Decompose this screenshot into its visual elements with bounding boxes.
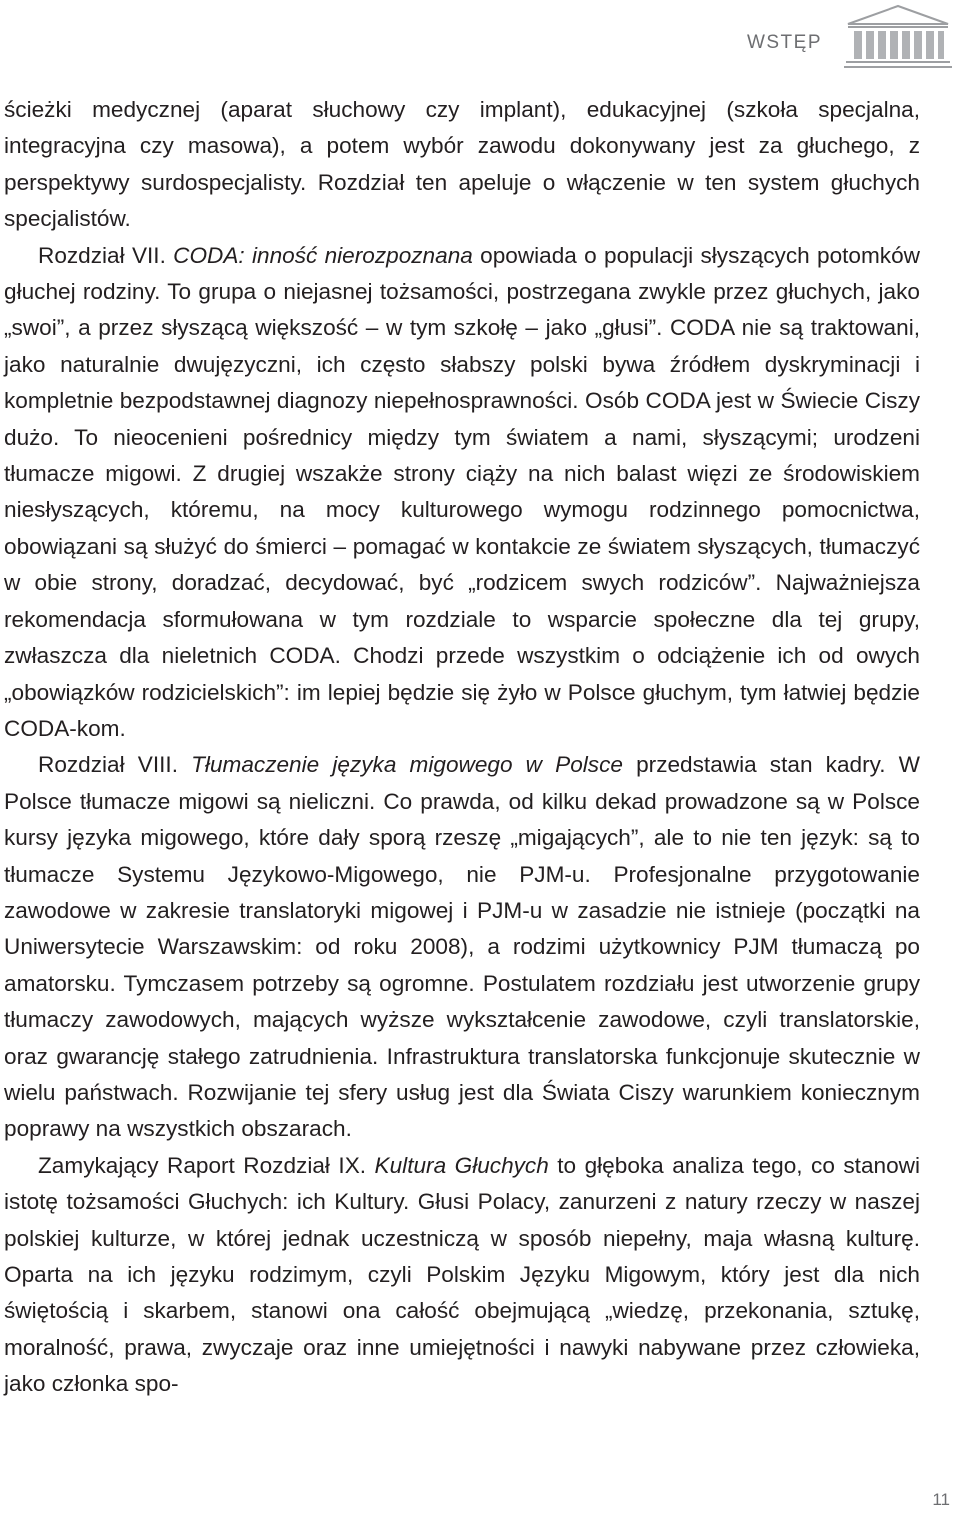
chapter-title: Tłumaczenie języka migowego w Polsce (191, 752, 623, 778)
chapter-title: Kultura Głuchych (374, 1152, 549, 1178)
page-header (0, 0, 960, 70)
chapter-title: CODA: inność nierozpoznana (173, 242, 473, 268)
page-number: 11 (932, 1490, 950, 1509)
paragraph-chapter-vii: Rozdział VII. CODA: inność nierozpoznana opowiada o populacji słyszących potomków głuchej rodziny. To grupa o niejasnej tożsamości, postrzegana zwykle przez głuchych, jako „swoi”, a przez słyszącą większość – w tym szkołę – jako „głusi”. CODA nie są traktowani, jako naturalnie dwujęzyczni, ich często słabszy polski bywa źródłem dyskryminacji i kompletnie bezpodstawnej diagnozy niepełnosprawności. Osób CODA jest w Świecie Ciszy dużo. To nieocenieni pośrednicy między tym światem a nami, słyszącymi; urodzeni tłumacze migowi. Z drugiej wszakże strony ciąży na nich balast więzi ze środowiskiem niesłyszących, któremu, na mocy kulturowego wymogu rodzinnego pomocnictwa, obowiązani są służyć do śmierci – pomagać w kontakcie ze światem słyszących, tłumaczyć w obie strony, doradzać, decydować, być „rodzicem swych rodziców”. Najważniejsza rekomendacja sformułowana w tym rozdziale to wsparcie społeczne dla tej grupy, zwłaszcza dla nieletnich CODA. Chodzi przede wszystkim o odciążenie ich od owych „obowiązków rodzicielskich”: im lepiej będzie się żyło w Polsce głuchym, tym łatwiej będzie CODA-kom. (4, 242, 920, 741)
body-text (4, 92, 920, 1403)
paragraph-chapter-ix: Zamykający Raport Rozdział IX. Kultura Głuchych to głęboka analiza tego, co stanowi istotę tożsamości Głuchych: ich Kultury. Głusi Polacy, zanurzeni z natury rzeczy w naszej polskiej kulturze, w której jednak uczestniczą w sposób niepełny, maja własną kulturę. Oparta na ich języku rodzimym, czyli Polskim Języku Migowym, który jest dla nich świętością i skarbem, stanowi ona całość obejmującą „wiedzę, przekonania, sztukę, moralność, prawa, zwyczaje oraz inne umiejętności i nawyki nabywane przez człowieka, jako członka spo- (4, 1152, 920, 1397)
section-title: WSTĘP (746, 32, 822, 53)
paragraph-continuation: ścieżki medycznej (aparat słuchowy czy implant), edukacyjnej (szkoła specjalna, integracyjna czy masowa), a potem wybór zawodu dokonywany jest za głuchego, z perspektywy surdospecjalisty. Rozdział ten apeluje o włączenie w ten system głuchych specjalistów. (4, 97, 920, 232)
paragraph-chapter-viii: Rozdział VIII. Tłumaczenie języka migowego w Polsce przedstawia stan kadry. W Polsce tłumacze migowi są nieliczni. Co prawda, od kilku dekad prowadzone są w Polsce kursy języka migowego, które dały sporą rzeszę „migających”, ale to nie ten język: są to tłumacze Systemu Językowo-Migowego, nie PJM-u. Profesjonalne przygotowanie zawodowe w zakresie translatoryki migowej i PJM-u w zasadzie nie istnieje (początki na Uniwersytecie Warszawskim: od roku 2008), a rodzimi użytkownicy PJM tłumaczą po amatorsku. Tymczasem potrzeby są ogromne. Postulatem rozdziału jest utworzenie grupy tłumaczy zawodowych, mających wyższe wykształcenie zawodowe, czyli translatorskie, oraz gwarancję stałego zatrudnienia. Infrastruktura translatorska funkcjonuje skutecznie w wielu państwach. Rozwijanie tej sfery usług jest dla Świata Ciszy warunkiem koniecznym poprawy na wszystkich obszarach. (4, 752, 920, 1142)
building-facade-logo (844, 4, 952, 70)
